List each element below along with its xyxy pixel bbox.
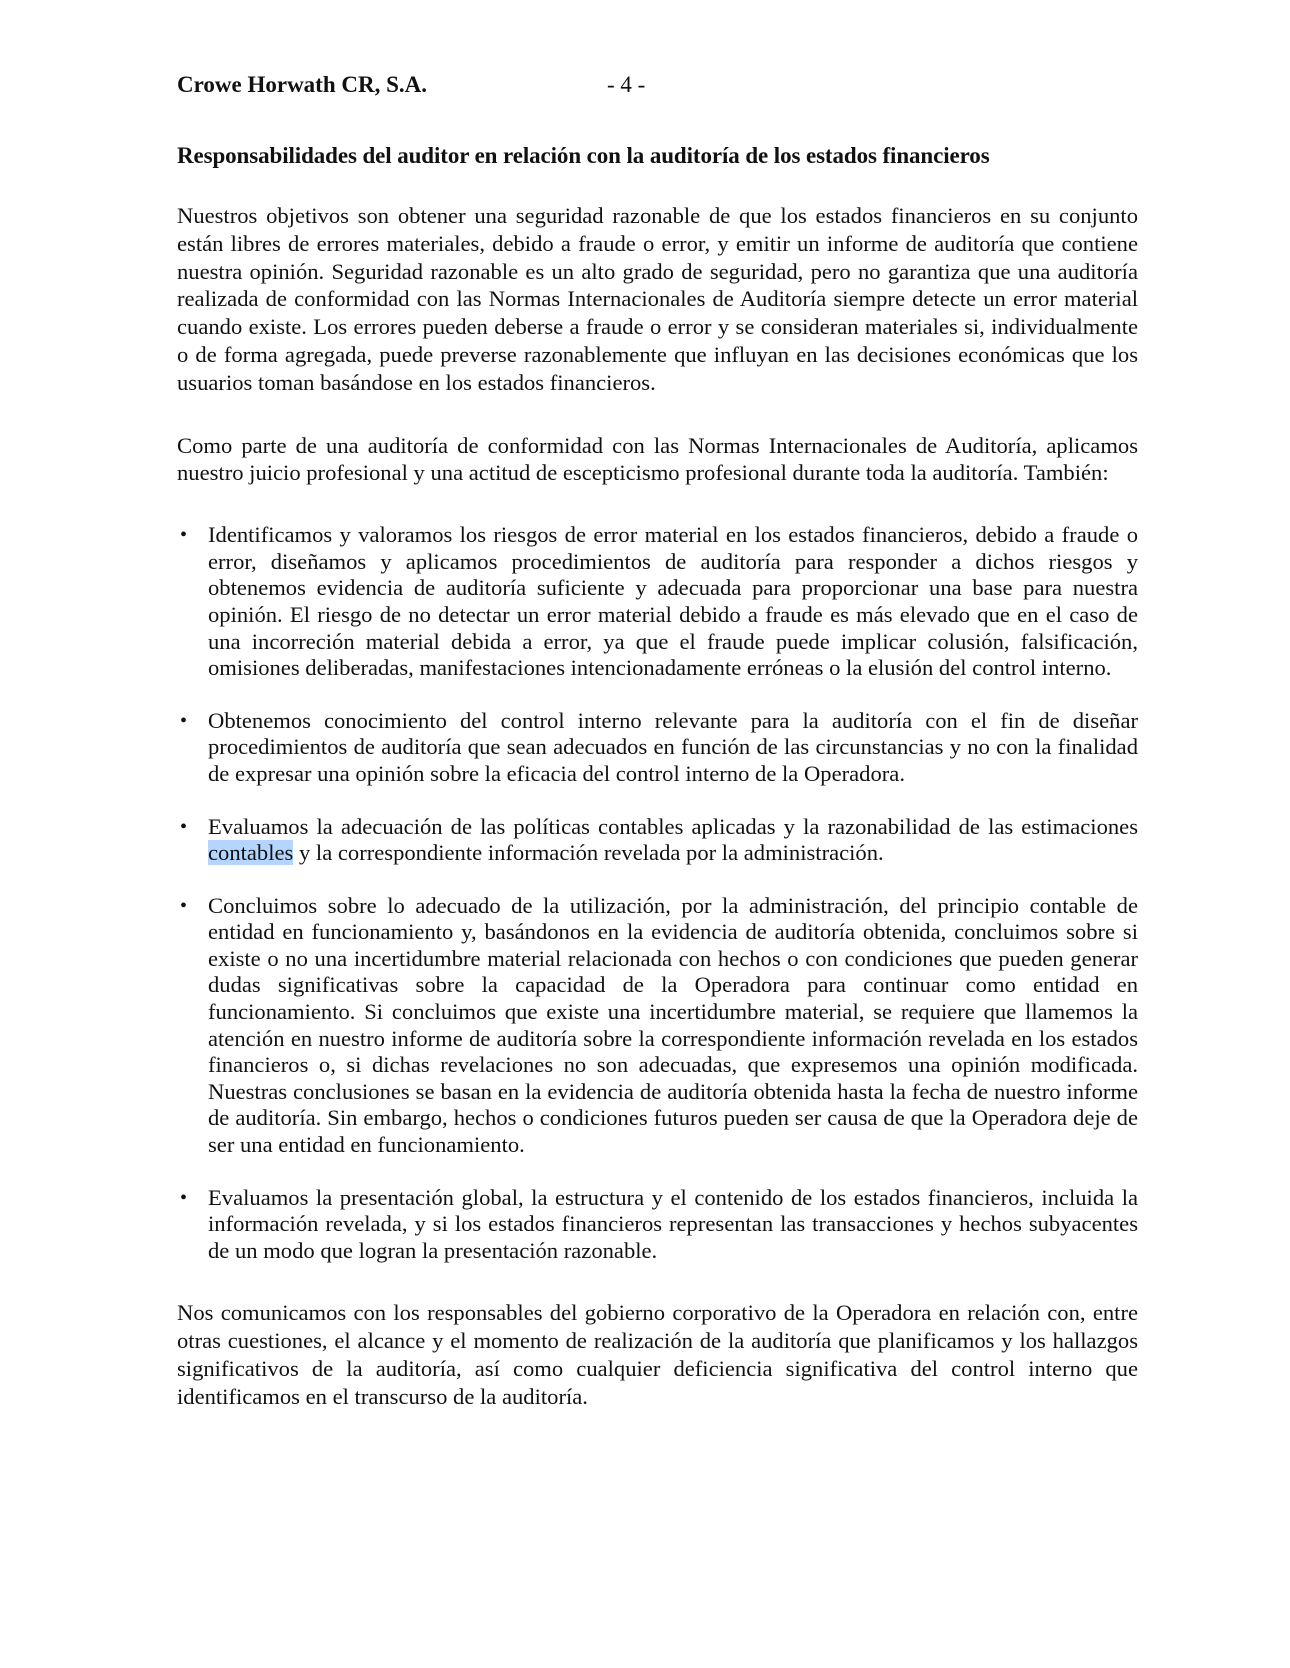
bullet-icon: • [180,894,188,917]
paragraph-closing[interactable]: Nos comunicamos con los responsables del gobierno corporativo de la Operadora en relación con, entre otras cuestiones, el alcance y el momento de realización de la auditoría que planificamos y los hallazgos significativos de la auditoría, así como cualquier deficiencia significativa del control interno que identificamos en el transcurso de la auditoría. [177,1300,1138,1409]
list-item[interactable] [177,522,1138,682]
list-item-text-before: Evaluamos la adecuación de las políticas contables aplicadas y la razonabilidad de las estimaciones [208,813,1138,839]
list-item-text: Obtenemos conocimiento del control interno relevante para la auditoría con el fin de diseñar procedimientos de auditoría que sean adecuados en función de las circunstancias y no con la finalidad de expresar una opinión sobre la eficacia del control interno de la Operadora. [208,707,1138,786]
list-item[interactable] [177,814,1138,867]
list-item[interactable] [177,708,1138,788]
list-item-text: Evaluamos la presentación global, la estructura y el contenido de los estados financieros, incluida la información revelada, y si los estados financieros representan las transacciones y hechos subyacentes de un modo que logran la presentación razonable. [208,1184,1138,1263]
list-item[interactable] [177,893,1138,1159]
bullet-icon: • [180,1186,188,1209]
list-item-text-after: y la correspondiente información revelada por la administración. [293,840,884,866]
bullet-icon: • [180,815,188,838]
list-item-text: Concluimos sobre lo adecuado de la utilización, por la administración, del principio contable de entidad en funcionamiento y, basándonos en la evidencia de auditoría obtenida, concluimos sobre si existe o no una incertidumbre material relacionada con hechos o con condiciones que pueden generar dudas significativas sobre la capacidad de la Operadora para continuar como entidad en funcionamiento. Si concluimos que existe una incertidumbre material, se requiere que llamemos la atención en nuestro informe de auditoría sobre la correspondiente información revelada en los estados financieros o, si dichas revelaciones no son adecuadas, que expresemos una opinión modificada. Nuestras conclusiones se basan en la evidencia de auditoría obtenida hasta la fecha de nuestro informe de auditoría. Sin embargo, hechos o condiciones futuros pueden ser causa de que la Operadora deje de ser una entidad en funcionamiento. [208,892,1138,1158]
document-page [177,70,1138,1411]
page-number: - 4 - [607,72,646,97]
text-selection-highlight[interactable]: contables [208,840,294,866]
responsibilities-list [177,522,1138,1264]
company-name: Crowe Horwath CR, S.A. [177,72,428,97]
bullet-icon: • [180,709,188,732]
bullet-icon: • [180,524,188,547]
running-header [177,70,1138,100]
paragraph-como-parte[interactable]: Como parte de una auditoría de conformidad con las Normas Internacionales de Auditoría, aplicamos nuestro juicio profesional y una actitud de escepticismo profesional durante toda la auditoría. También: [177,432,1138,486]
section-heading: Responsabilidades del auditor en relación con la auditoría de los estados financieros [177,143,990,168]
list-item[interactable] [177,1185,1138,1265]
list-item-text: Identificamos y valoramos los riesgos de error material en los estados financieros, debido a fraude o error, diseñamos y aplicamos procedimientos de auditoría para responder a dichos riesgos y obtenemos evidencia de auditoría suficiente y adecuada para proporcionar una base para nuestra opinión. El riesgo de no detectar un error material debido a fraude es más elevado que en el caso de una incorreción material debida a error, ya que el fraude puede implicar colusión, falsificación, omisiones deliberadas, manifestaciones intencionadamente erróneas o la elusión del control interno. [208,522,1138,681]
paragraph-objectives[interactable]: Nuestros objetivos son obtener una seguridad razonable de que los estados financieros en su conjunto están libres de errores materiales, debido a fraude o error, y emitir un informe de auditoría que contiene nuestra opinión. Seguridad razonable es un alto grado de seguridad, pero no garantiza que una auditoría realizada de conformidad con las Normas Internacionales de Auditoría siempre detecte un error material cuando existe. Los errores pueden deberse a fraude o error y se consideran materiales si, individualmente o de forma agregada, puede preverse razonablemente que influyan en las decisiones económicas que los usuarios toman basándose en los estados financieros. [177,203,1138,395]
